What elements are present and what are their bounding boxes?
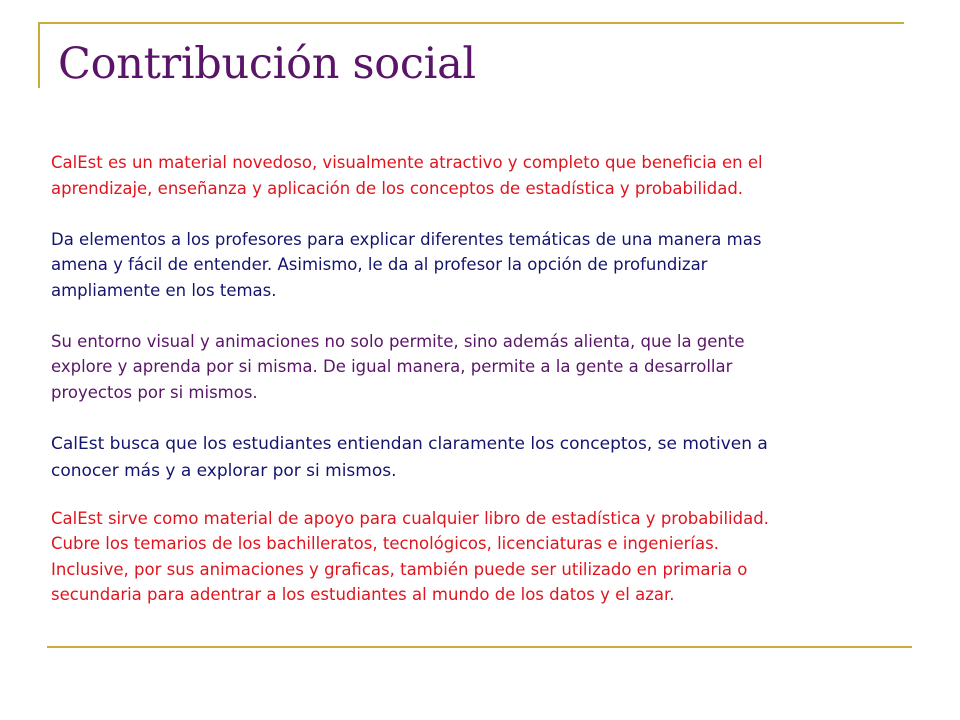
slide-body xyxy=(51,150,891,633)
paragraph-teachers: Da elementos a los profesores para explicar diferentes temáticas de una manera mas amena y fácil de entender. Asimismo, le da al profesor la opción de profundizar ampliamente en los temas. xyxy=(51,229,762,300)
paragraph-novelty: CalEst es un material novedoso, visualmente atractivo y completo que beneficia en el aprendizaje, enseñanza y aplicación de los conceptos de estadística y probabilidad. xyxy=(51,153,763,198)
paragraph-visual-environment: Su entorno visual y animaciones no solo permite, sino además alienta, que la gente explore y aprenda por si misma. De igual manera, permite a la gente a desarrollar proyectos por si mismos. xyxy=(51,331,745,402)
paragraph-students: CalEst busca que los estudiantes entiendan claramente los conceptos, se motiven a conocer más y a explorar por si mismos. xyxy=(51,433,768,481)
bottom-rule xyxy=(47,646,912,648)
top-rule xyxy=(38,22,904,24)
left-rule xyxy=(38,22,40,88)
slide-title: Contribución social xyxy=(58,39,476,89)
paragraph-support-material: CalEst sirve como material de apoyo para cualquier libro de estadística y probabilidad. Cubre los temarios de los bachilleratos, tecnológicos, licenciaturas e ingenierías. Inclusive, por sus animaciones y graficas, también puede ser utilizado en primaria o secundaria para adentrar a los estudiantes al mundo de los datos y el azar. xyxy=(51,508,769,604)
